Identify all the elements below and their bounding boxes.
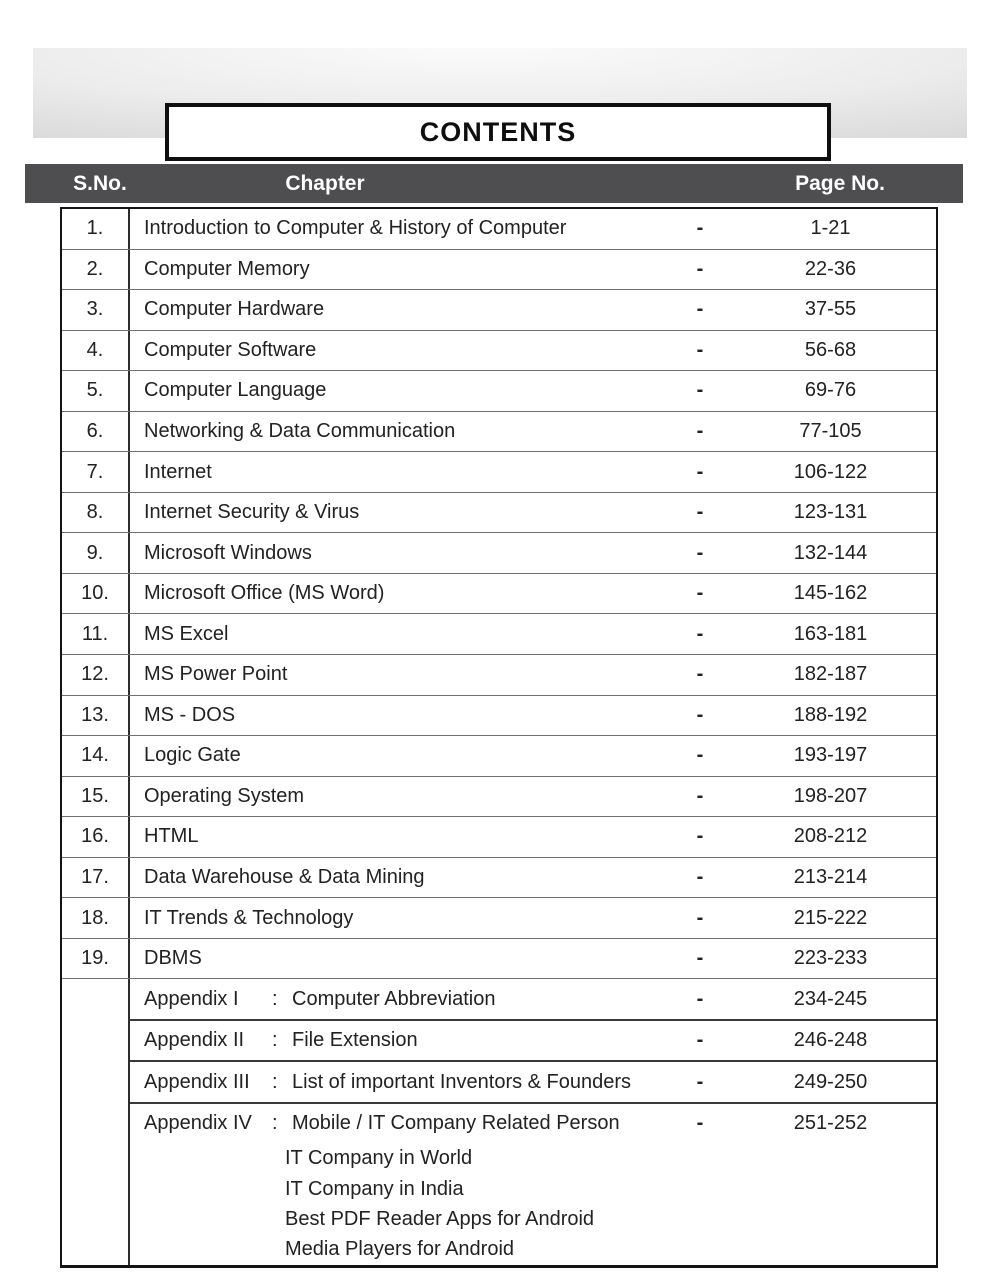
serial-number: 6.: [62, 412, 130, 452]
dash-separator: -: [696, 622, 704, 645]
page-range: 213-214: [793, 866, 868, 889]
toc-row: [62, 898, 936, 939]
appendix-sub-item: IT Company in India: [285, 1177, 464, 1200]
toc-row: [62, 250, 936, 291]
chapter-title: MS - DOS: [144, 703, 236, 726]
appendix-title: File Extension: [292, 1029, 418, 1052]
page-range: 198-207: [793, 784, 868, 807]
appendix-label: Appendix I: [144, 987, 239, 1010]
page-range: 163-181: [793, 622, 868, 645]
serial-number: 4.: [62, 331, 130, 371]
appendix-row: [130, 1104, 936, 1144]
appendix-colon: :: [272, 1112, 278, 1135]
serial-number: 10.: [62, 574, 130, 614]
dash-separator: -: [696, 217, 704, 240]
dash-separator: -: [696, 338, 704, 361]
toc-row: [62, 533, 936, 574]
toc-row: [62, 939, 936, 980]
serial-number: 19.: [62, 939, 130, 979]
dash-separator: -: [696, 1112, 704, 1135]
serial-number: 11.: [62, 614, 130, 654]
page-range: 1-21: [810, 217, 851, 240]
page-range: 106-122: [793, 460, 868, 483]
toc-row: [62, 452, 936, 493]
chapter-title: MS Power Point: [144, 663, 288, 686]
toc-row: [62, 736, 936, 777]
header-pageno: Page No.: [795, 171, 885, 195]
toc-row: [62, 614, 936, 655]
chapter-title: Computer Language: [144, 379, 327, 402]
serial-number: 14.: [62, 736, 130, 776]
appendix-colon: :: [272, 987, 278, 1010]
page-range: 77-105: [799, 420, 862, 442]
toc-row: [62, 209, 936, 250]
chapter-title: Internet Security & Virus: [144, 501, 360, 524]
appendix-sub-item: IT Company in World: [285, 1147, 473, 1170]
toc-row: [62, 371, 936, 412]
toc-row: [62, 655, 936, 696]
serial-number: 1.: [62, 209, 130, 249]
appendix-title-cell: [130, 1104, 675, 1144]
chapter-title: Data Warehouse & Data Mining: [144, 866, 425, 889]
serial-number: 13.: [62, 696, 130, 736]
appendix-title: Mobile / IT Company Related Person: [292, 1112, 620, 1135]
chapter-title: Introduction to Computer & History of Computer: [144, 217, 567, 240]
appendix-title: List of important Inventors & Founders: [292, 1070, 632, 1093]
dash-separator: -: [696, 784, 704, 807]
page-range: 188-192: [793, 703, 868, 726]
page-range: 223-233: [793, 947, 868, 970]
chapter-title: Microsoft Office (MS Word): [144, 582, 385, 605]
page-range: 234-245: [793, 987, 868, 1010]
table-header-bar: [25, 164, 963, 203]
dash-separator: -: [696, 541, 704, 564]
appendix-title-cell: [130, 1062, 675, 1102]
serial-number: 2.: [62, 250, 130, 290]
serial-number: 9.: [62, 533, 130, 573]
dash-separator: -: [696, 379, 704, 402]
chapter-title: IT Trends & Technology: [144, 906, 354, 929]
appendix-label: Appendix III: [144, 1070, 250, 1093]
serial-number: 15.: [62, 777, 130, 817]
toc-row: [62, 777, 936, 818]
page-range: 182-187: [793, 663, 868, 686]
dash-separator: -: [696, 460, 704, 483]
toc-row: [62, 696, 936, 737]
dash-separator: -: [696, 703, 704, 726]
chapter-title: DBMS: [144, 947, 202, 970]
serial-number: 17.: [62, 858, 130, 898]
serial-number: 12.: [62, 655, 130, 695]
appendix-row: [130, 1021, 936, 1063]
header-chapter: Chapter: [285, 171, 365, 195]
page-range: 208-212: [793, 825, 868, 848]
page-title: CONTENTS: [419, 116, 577, 147]
page-range: 22-36: [804, 257, 857, 280]
appendix-row: [130, 1062, 936, 1104]
dash-separator: -: [696, 257, 704, 280]
dash-separator: -: [696, 947, 704, 970]
chapter-title: Internet: [144, 460, 212, 483]
toc-row: [62, 412, 936, 453]
chapter-title: Microsoft Windows: [144, 541, 312, 564]
dash-separator: -: [696, 825, 704, 848]
page-range: 132-144: [793, 541, 868, 564]
toc-row: [62, 858, 936, 899]
toc-row: [62, 574, 936, 615]
page-range: 215-222: [793, 906, 868, 929]
appendix-label: Appendix IV: [144, 1112, 252, 1135]
appendix-row: [130, 979, 936, 1021]
serial-number: 7.: [62, 452, 130, 492]
serial-number: 3.: [62, 290, 130, 330]
dash-separator: -: [696, 1070, 704, 1093]
appendix-colon: :: [272, 1070, 278, 1093]
appendix-title-cell: [130, 979, 675, 1019]
appendix-sub-item: Best PDF Reader Apps for Android: [285, 1207, 595, 1230]
appendix-title: Computer Abbreviation: [292, 987, 496, 1010]
page-range: 246-248: [793, 1029, 868, 1052]
chapter-title: Computer Hardware: [144, 298, 325, 321]
page-range: 123-131: [793, 501, 868, 524]
dash-separator: -: [696, 420, 704, 442]
dash-separator: -: [696, 298, 704, 321]
toc-row: [62, 331, 936, 372]
chapter-title: MS Excel: [144, 622, 229, 645]
serial-number: 16.: [62, 817, 130, 857]
chapter-title: Networking & Data Communication: [144, 420, 456, 442]
dash-separator: -: [696, 866, 704, 889]
appendix-rows: [130, 979, 936, 1265]
page-range: 249-250: [793, 1070, 868, 1093]
serial-number: 5.: [62, 371, 130, 411]
appendix-colon: :: [272, 1029, 278, 1052]
dash-separator: -: [696, 501, 704, 524]
serial-number: 18.: [62, 898, 130, 938]
page-range: 56-68: [804, 338, 857, 361]
toc-table: [60, 207, 938, 1268]
chapter-title: HTML: [144, 825, 199, 848]
dash-separator: -: [696, 663, 704, 686]
appendix-label: Appendix II: [144, 1029, 245, 1052]
chapter-title: Operating System: [144, 784, 305, 807]
page-range: 37-55: [804, 298, 857, 321]
appendix-sub-item: Media Players for Android: [285, 1238, 515, 1261]
dash-separator: -: [696, 582, 704, 605]
header-sno: S.No.: [73, 171, 127, 195]
appendix-region: [62, 979, 936, 1265]
dash-separator: -: [696, 906, 704, 929]
appendix-title-cell: [130, 1021, 675, 1061]
chapter-title: Logic Gate: [144, 744, 241, 767]
toc-row: [62, 290, 936, 331]
dash-separator: -: [696, 987, 704, 1010]
page-range: 145-162: [793, 582, 868, 605]
contents-title-box: [165, 103, 831, 161]
serial-number: 8.: [62, 493, 130, 533]
dash-separator: -: [696, 1029, 704, 1052]
chapter-title: Computer Memory: [144, 257, 310, 280]
toc-row: [62, 817, 936, 858]
page-range: 69-76: [804, 379, 857, 402]
chapter-title: Computer Software: [144, 338, 317, 361]
page-range: 193-197: [793, 744, 868, 767]
appendix-serial-cell: [62, 979, 130, 1265]
toc-row: [62, 493, 936, 534]
page-range: 251-252: [793, 1112, 868, 1135]
dash-separator: -: [696, 744, 704, 767]
